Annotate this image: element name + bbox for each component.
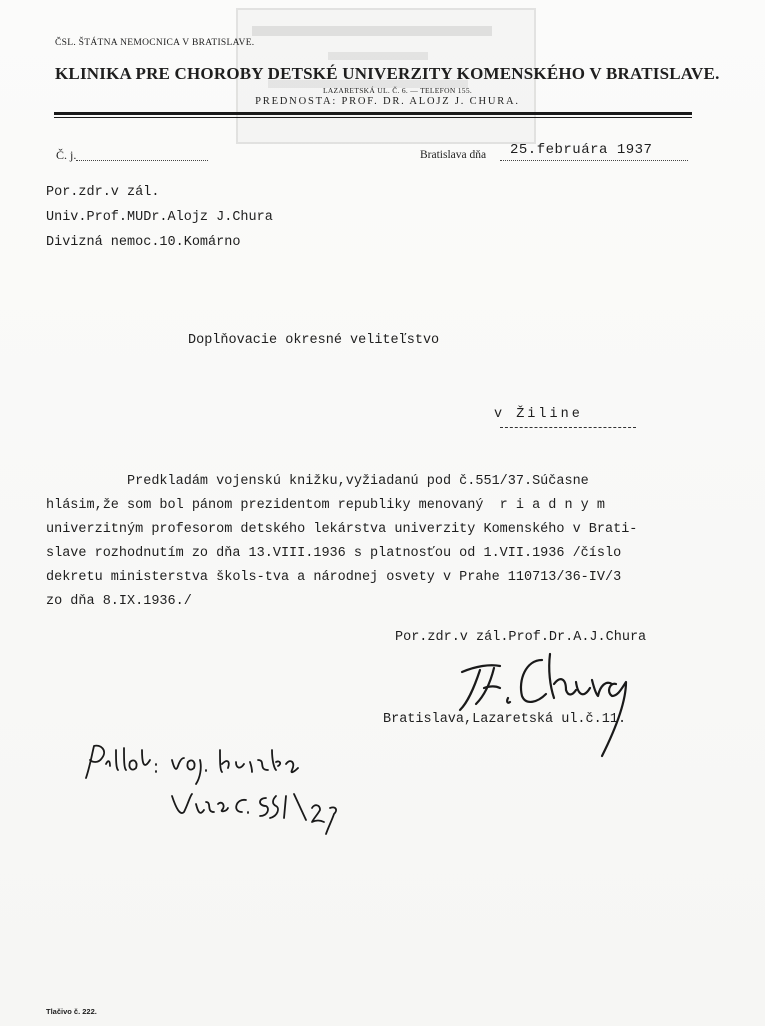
body-line: slave rozhodnutím zo dňa 13.VIII.1936 s platnosťou od 1.VII.1936 /číslo [46, 546, 622, 561]
recipient-location: v Žiline [494, 407, 583, 422]
letterhead-rule-thick [54, 112, 692, 115]
sender-line: Divizná nemoc.10.Komárno [46, 235, 241, 250]
body-line: zo dňa 8.IX.1936./ [46, 594, 192, 609]
closing-signature-line: Por.zdr.v zál.Prof.Dr.A.J.Chura [395, 630, 647, 645]
sender-line: Por.zdr.v zál. [46, 185, 160, 200]
letterhead-hospital: ČSL. ŠTÁTNA NEMOCNICA V BRATISLAVE. [55, 38, 255, 48]
letterhead-clinic: KLINIKA PRE CHOROBY DETSKÉ UNIVERZITY KOMENSKÉHO V BRATISLAVE. [55, 64, 720, 83]
body-line: hlásim,že som bol pánom prezidentom republiky menovaný r i a d n y m [46, 498, 605, 513]
body-line: dekretu ministerstva škols-tva a národnej osvety v Prahe 110713/36-IV/3 [46, 570, 622, 585]
form-print-number: Tlačivo č. 222. [46, 1007, 97, 1016]
letterhead-rule-thin [54, 117, 692, 118]
recipient: Doplňovacie okresné veliteľstvo [188, 333, 440, 348]
reference-number-line [76, 160, 208, 161]
letterhead-address: LAZARETSKÁ UL. Č. 6. — TELEFON 155. [322, 86, 473, 95]
letter-date: 25.februára 1937 [510, 142, 653, 158]
location-underline [500, 427, 636, 428]
letterhead-head: PREDNOSTA: PROF. DR. ALOJZ J. CHURA. [255, 96, 520, 107]
body-line: univerzitným profesorom detského lekárstva univerzity Komenského v Brati- [46, 522, 638, 537]
date-line [500, 160, 688, 161]
sender-block [46, 180, 273, 255]
letter-body [46, 470, 706, 614]
handwritten-signature [450, 640, 660, 770]
handwritten-annotation [80, 738, 370, 858]
reference-number-label: Č. j. [56, 148, 77, 162]
body-line: Predkladám vojenskú knižku,vyžiadanú pod č.551/37.Súčasne [46, 474, 589, 489]
return-address: Bratislava,Lazaretská ul.č.11. [383, 712, 627, 727]
sender-line: Univ.Prof.MUDr.Alojz J.Chura [46, 210, 273, 225]
place-label: Bratislava dňa [420, 149, 487, 161]
